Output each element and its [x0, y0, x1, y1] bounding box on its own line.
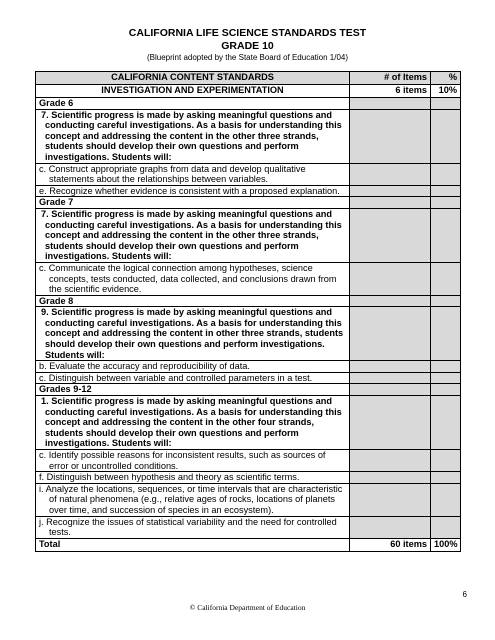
substandard-text-cell [36, 516, 350, 538]
standard-text-cell [36, 307, 350, 361]
substandard-text-cell [36, 472, 350, 484]
pct-cell [431, 109, 461, 163]
items-cell [350, 163, 431, 185]
standard-text: 1. Scientific progress is made by asking meaningful questions and conducting careful investigations. As a basis for understanding this concept and addressing the content in the other four strands, students should develop their own questions and perform investigations. Students will: [41, 396, 342, 449]
substandard-text-cell [36, 185, 350, 197]
standard-text-cell [36, 396, 350, 450]
items-cell [350, 450, 431, 472]
table-header-row [36, 72, 461, 85]
items-cell [350, 472, 431, 484]
grade-row [36, 98, 461, 110]
grade-label: Grade 8 [36, 295, 350, 307]
pct-cell [431, 208, 461, 262]
items-cell [350, 295, 431, 307]
items-cell [350, 109, 431, 163]
substandard-row [36, 483, 461, 516]
items-cell [350, 98, 431, 110]
pct-cell [431, 295, 461, 307]
pct-cell [431, 396, 461, 450]
substandard-text: c. Identify possible reasons for inconsistent results, such as sources of error or uncontrolled conditions. [39, 450, 326, 471]
items-cell [350, 372, 431, 384]
pct-cell [431, 450, 461, 472]
blueprint-table [35, 71, 461, 552]
substandard-text: j. Recognize the issues of statistical variability and the need for controlled tests. [39, 516, 337, 538]
items-cell [350, 307, 431, 361]
substandard-text: e. Recognize whether evidence is consistent with a proposed explanation. [39, 185, 340, 196]
substandard-row [36, 163, 461, 185]
pct-cell [431, 262, 461, 295]
items-cell [350, 516, 431, 538]
copyright-footer: © California Department of Education [189, 603, 306, 612]
substandard-row [36, 262, 461, 295]
document-title: CALIFORNIA LIFE SCIENCE STANDARDS TEST [128, 27, 367, 39]
standard-text-cell [36, 109, 350, 163]
pct-cell [431, 384, 461, 396]
substandard-row [36, 516, 461, 538]
grade-row [36, 384, 461, 396]
items-cell [350, 384, 431, 396]
pct-cell [431, 516, 461, 538]
standard-text: 7. Scientific progress is made by asking meaningful questions and conducting careful investigations. As a basis for understanding this concept and addressing the content in the other three strands, students should develop their own questions and perform investigations. Students will: [41, 208, 342, 262]
section-row [36, 85, 461, 98]
substandard-text: c. Distinguish between variable and controlled parameters in a test. [39, 372, 313, 383]
substandard-text-cell [36, 483, 350, 516]
substandard-text-cell [36, 372, 350, 384]
grade-row [36, 197, 461, 209]
items-cell [350, 262, 431, 295]
substandard-text-cell [36, 262, 350, 295]
substandard-row [36, 450, 461, 472]
substandard-text: b. Evaluate the accuracy and reproducibility of data. [39, 361, 250, 372]
column-header-pct: % [431, 72, 461, 85]
total-label: Total [36, 538, 350, 551]
pct-cell [431, 361, 461, 373]
section-name: INVESTIGATION AND EXPERIMENTATION [36, 85, 350, 98]
standard-row [36, 208, 461, 262]
substandard-row [36, 472, 461, 484]
pct-cell [431, 472, 461, 484]
substandard-text: f. Distinguish between hypothesis and theory as scientific terms. [39, 472, 300, 483]
pct-cell [431, 197, 461, 209]
pct-cell [431, 98, 461, 110]
blueprint-note: (Blueprint adopted by the State Board of Education 1/04) [146, 53, 349, 62]
substandard-row [36, 372, 461, 384]
standard-text: 9. Scientific progress is made by asking meaningful questions and conducting careful investigations. As a basis for understanding this concept and addressing the content in other three strands, students should develop their own questions and perform investigations. Students will: [41, 307, 344, 360]
column-header-standards: CALIFORNIA CONTENT STANDARDS [36, 72, 350, 85]
substandard-text-cell [36, 450, 350, 472]
items-cell [350, 396, 431, 450]
pct-cell [431, 372, 461, 384]
pct-cell [431, 483, 461, 516]
standard-row [36, 109, 461, 163]
pct-cell [431, 185, 461, 197]
grade-label: Grade 6 [36, 98, 350, 110]
column-header-items: # of Items [350, 72, 431, 85]
pct-cell [431, 163, 461, 185]
pct-cell [431, 307, 461, 361]
standard-row [36, 307, 461, 361]
items-cell [350, 185, 431, 197]
standard-text: 7. Scientific progress is made by asking meaningful questions and conducting careful investigations. As a basis for understanding this concept and addressing the content in the other three strands, students should develop their own questions and perform investigations. Students will: [41, 109, 342, 162]
standard-text-cell [36, 208, 350, 262]
substandard-text: c. Communicate the logical connection among hypotheses, science concepts, tests conducted, data collected, and conclusions drawn from the scientific evidence. [39, 262, 337, 295]
grade-heading: GRADE 10 [221, 40, 274, 52]
substandard-row [36, 185, 461, 197]
standard-row [36, 396, 461, 450]
substandard-text-cell [36, 163, 350, 185]
substandard-text: i. Analyze the locations, sequences, or time intervals that are characteristic of natural phenomena (e.g., relative ages of rocks, locations of planets over time, and succession of species in an ecosystem). [39, 483, 343, 515]
substandard-row [36, 361, 461, 373]
page-number: 6 [462, 590, 467, 599]
items-cell [350, 361, 431, 373]
substandard-text: c. Construct appropriate graphs from data and develop qualitative statements about the relationships between variables. [39, 163, 306, 185]
substandard-text-cell [36, 361, 350, 373]
total-pct: 100% [431, 538, 461, 551]
items-cell [350, 208, 431, 262]
grade-label: Grade 7 [36, 197, 350, 209]
items-cell [350, 197, 431, 209]
grade-label: Grades 9-12 [36, 384, 350, 396]
items-cell [350, 483, 431, 516]
grade-row [36, 295, 461, 307]
total-items: 60 items [350, 538, 431, 551]
total-row [36, 538, 461, 551]
section-items: 6 items [350, 85, 431, 98]
section-pct: 10% [431, 85, 461, 98]
